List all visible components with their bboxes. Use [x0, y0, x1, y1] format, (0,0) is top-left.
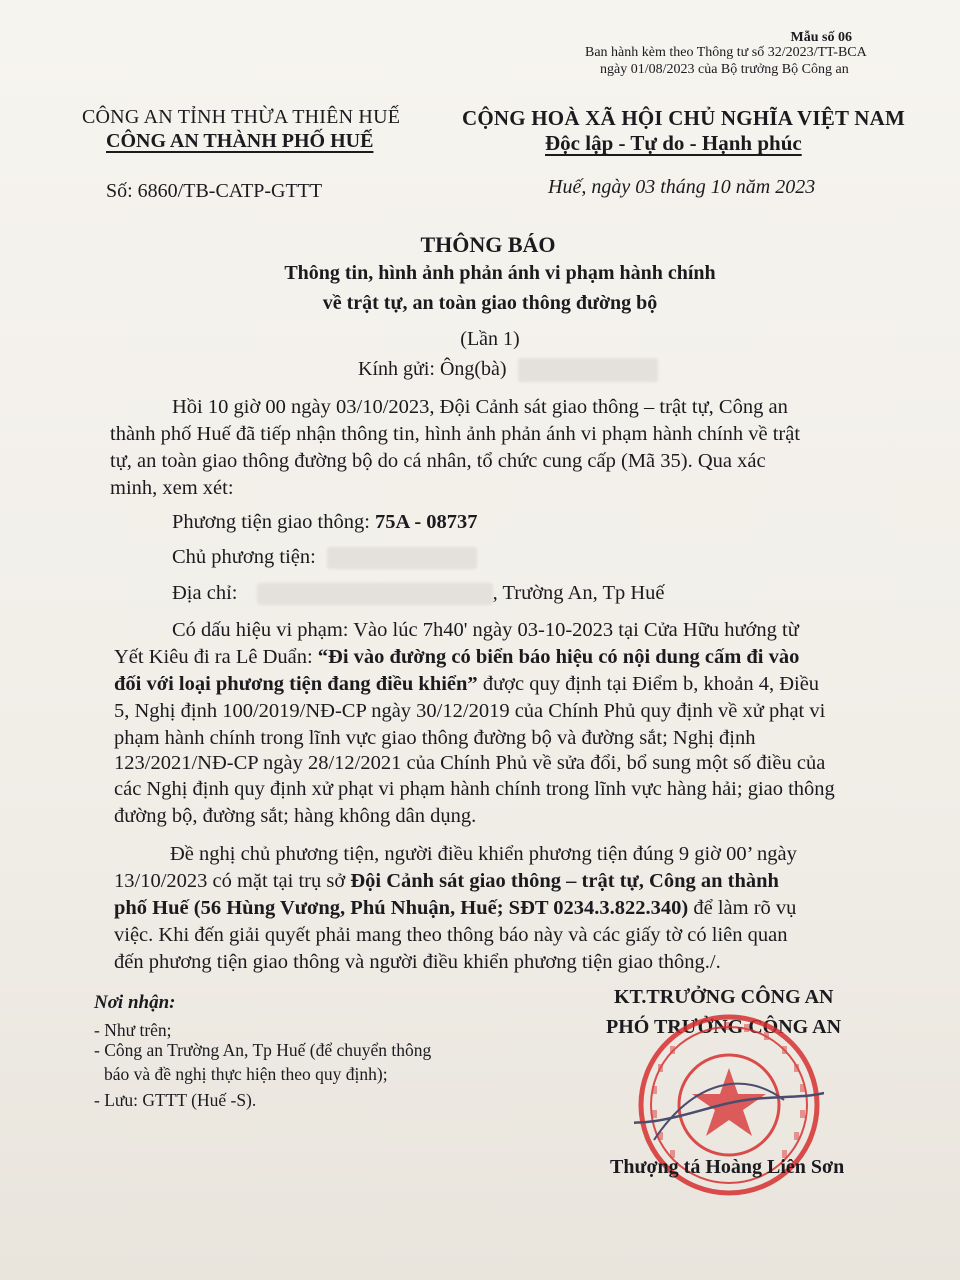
vehicle-label: Phương tiện giao thông:: [172, 511, 376, 533]
violation-line: 5, Nghị định 100/2019/NĐ-CP ngày 30/12/2019 của Chính Phủ quy định về xử phạt vi: [114, 700, 826, 722]
document-title: THÔNG BÁO: [420, 232, 556, 257]
form-code: Mẫu số 06: [790, 30, 852, 45]
document-subtitle-2: về trật tự, an toàn giao thông đường bộ: [322, 292, 658, 314]
national-motto: Độc lập - Tự do - Hạnh phúc: [545, 131, 802, 155]
recipient-line: [358, 358, 658, 382]
violation-line: Có dấu hiệu vi phạm: Vào lúc 7h40' ngày 03-10-2023 tại Cửa Hữu hướng từ: [172, 619, 799, 641]
intro-line: tự, an toàn giao thông đường bộ do cá nhân, tổ chức cung cấp (Mã 35). Qua xác: [110, 450, 766, 472]
address-suffix: , Trường An, Tp Huế: [492, 582, 665, 604]
violation-line: [114, 673, 819, 696]
intro-line: minh, xem xét:: [110, 477, 234, 499]
request-line: [114, 897, 796, 920]
intro-line: thành phố Huế đã tiếp nhận thông tin, hình ảnh phản ánh vi phạm hành chính về trật: [110, 423, 801, 445]
violation-line: [114, 646, 799, 669]
violation-regulation: được quy định tại Điểm b, khoản 4, Điều: [477, 673, 820, 695]
document-subtitle-1: Thông tin, hình ảnh phản ánh vi phạm hành chính: [284, 262, 716, 284]
recipient-label: Kính gửi: Ông(bà): [358, 358, 507, 380]
violation-location: Yết Kiêu đi ra Lê Duẩn:: [114, 646, 318, 668]
violation-description: “Đi vào đường có biển báo hiệu có nội dung cấm đi vào: [317, 646, 800, 668]
request-line: Đề nghị chủ phương tiện, người điều khiển phương tiện đúng 9 giờ 00’ ngày: [170, 843, 797, 865]
signature-title-2: PHÓ TRƯỞNG CÔNG AN: [606, 1016, 842, 1038]
request-line: [114, 870, 779, 893]
request-line: đến phương tiện giao thông và người điều khiển phương tiện giao thông./.: [114, 951, 721, 973]
request-date: 13/10/2023 có mặt tại trụ sở: [114, 870, 351, 892]
request-address: phố Huế (56 Hùng Vương, Phú Nhuận, Huế; SĐT 0234.3.822.340): [114, 897, 689, 919]
receiver-item: báo và đề nghị thực hiện theo quy định);: [104, 1064, 388, 1084]
redacted-owner: [327, 547, 477, 569]
agency-city: [106, 130, 373, 153]
form-reference-date: ngày 01/08/2023 của Bộ trưởng Bộ Công an: [600, 62, 849, 77]
intro-line: Hồi 10 giờ 00 ngày 03/10/2023, Đội Cảnh sát giao thông – trật tự, Công an: [172, 396, 788, 418]
owner-label: Chủ phương tiện:: [172, 546, 316, 568]
receiver-item: - Công an Trường An, Tp Huế (để chuyển thông: [94, 1040, 432, 1060]
signature-title-1: KT.TRƯỞNG CÔNG AN: [614, 986, 834, 1008]
form-reference-line: Ban hành kèm theo Thông tư số 32/2023/TT-BCA: [585, 45, 867, 60]
redacted-address: [257, 583, 493, 605]
agency-city-text: CÔNG AN THÀNH PHỐ HUẾ: [106, 130, 374, 152]
violation-line: các Nghị định quy định xử phạt vi phạm hành chính trong lĩnh vực hàng hải; giao thông: [114, 778, 835, 800]
address-line: [172, 582, 665, 605]
receiver-item: - Như trên;: [94, 1020, 172, 1040]
address-label: Địa chỉ:: [172, 582, 238, 604]
national-title: CỘNG HOÀ XÃ HỘI CHỦ NGHĨA VIỆT NAM: [462, 106, 905, 130]
vehicle-line: [172, 511, 478, 534]
signer-name: Thượng tá Hoàng Liên Sơn: [610, 1156, 845, 1178]
receiver-item: - Lưu: GTTT (Huế -S).: [94, 1090, 257, 1110]
violation-line: 123/2021/NĐ-CP ngày 28/12/2021 của Chính Phủ về sửa đổi, bổ sung một số điều của: [114, 752, 826, 774]
redacted-name: [518, 358, 658, 382]
owner-line: [172, 546, 477, 569]
request-line: việc. Khi đến giải quyết phải mang theo thông báo này và các giấy tờ có liên quan: [114, 924, 788, 946]
violation-description-end: đối với loại phương tiện đang điều khiển”: [114, 673, 478, 695]
place-date: Huế, ngày 03 tháng 10 năm 2023: [548, 176, 816, 198]
request-purpose: để làm rõ vụ: [688, 897, 797, 919]
agency-province: CÔNG AN TỈNH THỪA THIÊN HUẾ: [82, 106, 401, 128]
request-office: Đội Cảnh sát giao thông – trật tự, Công an thành: [350, 870, 779, 892]
violation-line: đường bộ, đường sắt; hàng không dân dụng.: [114, 805, 477, 827]
document-number: Số: 6860/TB-CATP-GTTT: [106, 180, 323, 202]
attempt-number: (Lần 1): [460, 328, 520, 350]
receivers-title: Nơi nhận:: [94, 992, 176, 1013]
violation-line: phạm hành chính trong lĩnh vực giao thông đường bộ và đường sắt; Nghị định: [114, 727, 756, 749]
vehicle-plate: 75A - 08737: [375, 511, 478, 533]
